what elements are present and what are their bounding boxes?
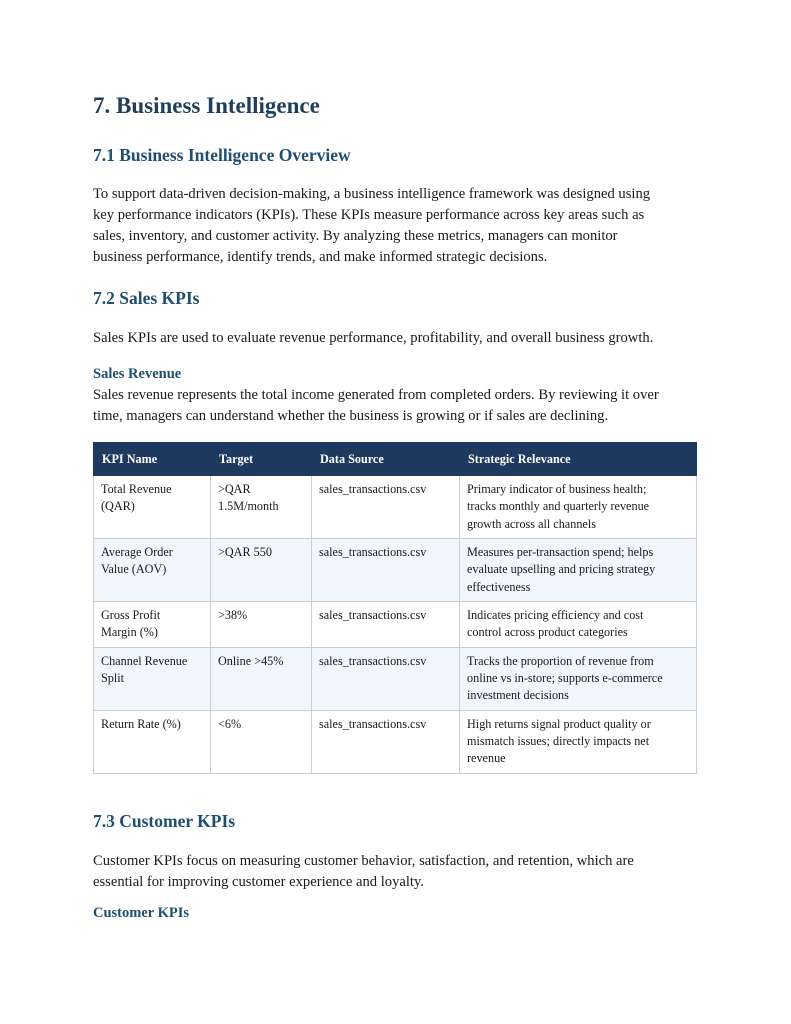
kpi-name-cell xyxy=(94,602,211,648)
data-source-cell: sales_transactions.csv xyxy=(312,647,460,710)
target-cell xyxy=(211,476,312,539)
cell-line: High returns signal product quality or xyxy=(467,716,651,731)
sales-kpi-table xyxy=(93,442,697,774)
section-7-1-paragraph xyxy=(93,184,697,268)
cell-line: Online >45% xyxy=(218,653,284,668)
cell-line: tracks monthly and quarterly revenue xyxy=(467,499,650,514)
table-header-row xyxy=(94,443,697,476)
sales-revenue-paragraph xyxy=(93,385,697,427)
target-cell xyxy=(211,647,312,710)
cell-line: Total Revenue xyxy=(101,482,172,496)
column-header: KPI Name xyxy=(94,443,211,476)
section-7-3-paragraph xyxy=(93,851,697,893)
kpi-name-cell xyxy=(94,539,211,602)
paragraph-line: Sales revenue represents the total income generated from completed orders. By reviewing it over xyxy=(93,387,659,403)
data-source-cell: sales_transactions.csv xyxy=(312,476,460,539)
cell-line: evaluate upselling and pricing strategy xyxy=(467,562,656,577)
data-source-cell: sales_transactions.csv xyxy=(312,710,460,773)
section-7-2-intro: Sales KPIs are used to evaluate revenue performance, profitability, and overall business growth. xyxy=(93,330,654,346)
kpi-name-cell xyxy=(94,476,211,539)
target-cell xyxy=(211,602,312,648)
data-source-cell: sales_transactions.csv xyxy=(312,602,460,648)
cell-line: Channel Revenue xyxy=(101,653,188,668)
cell-line: <6% xyxy=(218,716,242,731)
paragraph-line: Customer KPIs focus on measuring customer behavior, satisfaction, and retention, which are xyxy=(93,853,634,869)
table-row xyxy=(94,602,697,648)
cell-line: Gross Profit xyxy=(101,608,161,622)
paragraph-line: key performance indicators (KPIs). These KPIs measure performance across key areas such as xyxy=(93,207,645,223)
cell-line: growth across all channels xyxy=(467,516,596,531)
cell-line: Tracks the proportion of revenue from xyxy=(467,653,654,668)
cell-line: mismatch issues; directly impacts net xyxy=(467,733,650,748)
target-cell xyxy=(211,539,312,602)
kpi-name-cell xyxy=(94,647,211,710)
cell-line: Return Rate (%) xyxy=(101,716,181,731)
cell-line: >QAR 550 xyxy=(218,545,272,559)
paragraph-line: essential for improving customer experience and loyalty. xyxy=(93,874,424,890)
column-header: Target xyxy=(211,443,312,476)
section-7-2-heading: 7.2 Sales KPIs xyxy=(93,288,200,308)
cell-line: investment decisions xyxy=(467,688,569,703)
table-row xyxy=(94,539,697,602)
page-title: 7. Business Intelligence xyxy=(93,93,320,118)
paragraph-line: sales, inventory, and customer activity. By analyzing these metrics, managers can monitor xyxy=(93,228,618,244)
data-source-cell: sales_transactions.csv xyxy=(312,539,460,602)
cell-line: online vs in-store; supports e-commerce xyxy=(467,670,663,685)
cell-line: revenue xyxy=(467,751,506,766)
cell-line: (QAR) xyxy=(101,499,135,514)
paragraph-line: time, managers can understand whether the business is growing or if sales are declining. xyxy=(93,408,609,424)
section-7-3-heading: 7.3 Customer KPIs xyxy=(93,811,236,831)
cell-line: Measures per-transaction spend; helps xyxy=(467,545,654,559)
cell-line: Margin (%) xyxy=(101,625,158,640)
kpi-name-cell xyxy=(94,710,211,773)
paragraph-line: To support data-driven decision-making, a business intelligence framework was designed using xyxy=(93,186,651,202)
cell-line: Split xyxy=(101,670,125,685)
customer-kpis-subheading: Customer KPIs xyxy=(93,905,189,921)
table-row xyxy=(94,710,697,773)
sales-revenue-subheading: Sales Revenue xyxy=(93,366,182,382)
relevance-cell xyxy=(460,539,697,602)
paragraph-line: business performance, identify trends, and make informed strategic decisions. xyxy=(93,249,548,265)
cell-line: Value (AOV) xyxy=(101,562,167,577)
cell-line: effectiveness xyxy=(467,579,531,594)
column-header: Strategic Relevance xyxy=(460,443,697,476)
cell-line: Average Order xyxy=(101,545,173,559)
relevance-cell xyxy=(460,476,697,539)
section-7-1-heading: 7.1 Business Intelligence Overview xyxy=(93,145,351,165)
relevance-cell xyxy=(460,602,697,648)
column-header: Data Source xyxy=(312,443,460,476)
target-cell xyxy=(211,710,312,773)
table-row xyxy=(94,476,697,539)
cell-line: >38% xyxy=(218,608,248,622)
relevance-cell xyxy=(460,710,697,773)
cell-line: Indicates pricing efficiency and cost xyxy=(467,608,644,622)
cell-line: Primary indicator of business health; xyxy=(467,482,647,496)
cell-line: 1.5M/month xyxy=(218,499,279,514)
relevance-cell xyxy=(460,647,697,710)
table-row xyxy=(94,647,697,710)
cell-line: >QAR xyxy=(218,482,251,496)
cell-line: control across product categories xyxy=(467,625,628,640)
